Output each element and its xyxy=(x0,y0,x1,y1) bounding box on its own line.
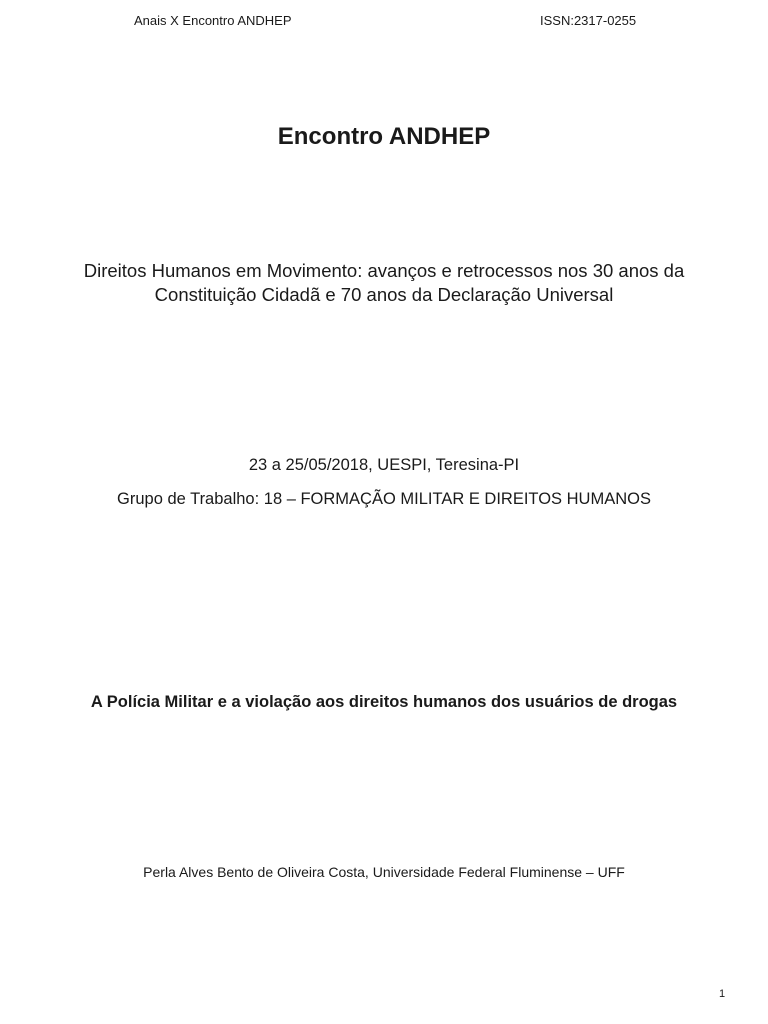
working-group: Grupo de Trabalho: 18 – FORMAÇÃO MILITAR E DIREITOS HUMANOS xyxy=(117,490,651,508)
event-theme: Direitos Humanos em Movimento: avanços e retrocessos nos 30 anos da Constituição Cidadã e 70 anos da Declaração Universal xyxy=(83,260,685,305)
page-number: 1 xyxy=(719,988,726,1000)
event-date-location: 23 a 25/05/2018, UESPI, Teresina-PI xyxy=(248,456,520,474)
author-affiliation: Perla Alves Bento de Oliveira Costa, Universidade Federal Fluminense – UFF xyxy=(143,864,625,880)
paper-title: A Polícia Militar e a violação aos direitos humanos dos usuários de drogas xyxy=(90,693,678,711)
running-header-left: Anais X Encontro ANDHEP xyxy=(134,13,292,28)
document-title: Encontro ANDHEP xyxy=(277,123,491,150)
running-header-issn: ISSN:2317-0255 xyxy=(540,13,637,28)
